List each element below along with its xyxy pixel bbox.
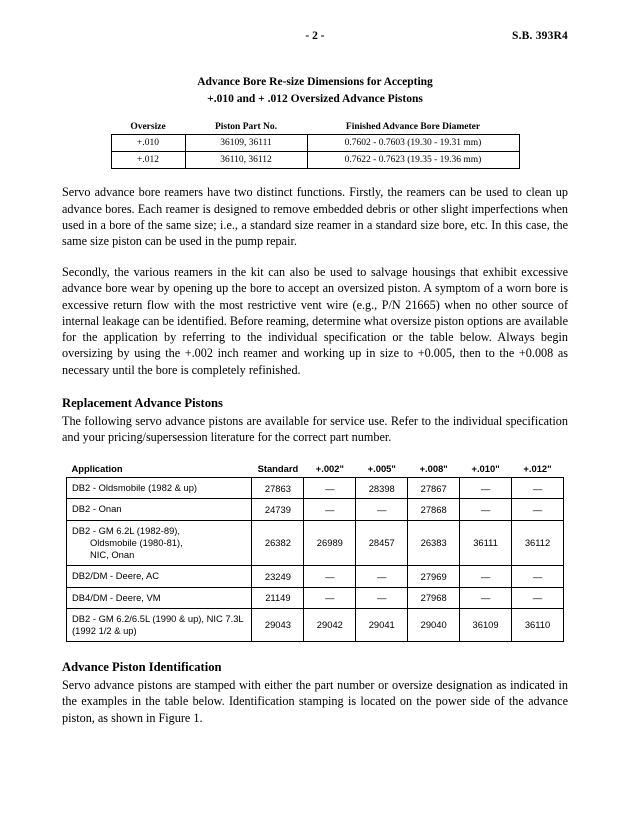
page-title-line-1: Advance Bore Re-size Dimensions for Accepting: [197, 76, 433, 88]
cell-standard: 24739: [252, 499, 304, 520]
cell-plus-002: —: [304, 587, 356, 608]
table-row: [111, 135, 519, 152]
table-row: [67, 587, 564, 608]
page-number: - 2 -: [305, 30, 325, 42]
cell-plus-005: 29041: [356, 608, 408, 641]
table-row: [67, 499, 564, 520]
cell-plus-008: 27969: [408, 566, 460, 587]
column-header-oversize: Oversize: [130, 122, 166, 133]
paragraph-reamer-functions: Servo advance bore reamers have two distinct functions. Firstly, the reamers can be used to clean up advance bores. Each reamer is designed to remove embedded debris or other slight imperfections when used in a bore of the same size; i.e., a standard size reamer in a standard size bore, etc. In this case, the same size piston can be used in the pump repair.: [62, 185, 568, 248]
cell-plus-008: 27867: [408, 478, 460, 499]
column-header-plus-010: +.010": [471, 463, 500, 475]
table-header-row: [67, 463, 564, 478]
cell-oversize: +.010: [111, 135, 185, 152]
cell-plus-010: 36111: [460, 520, 512, 566]
cell-plus-008: 27968: [408, 587, 460, 608]
cell-standard: 26382: [252, 520, 304, 566]
table-row: [67, 520, 564, 566]
table-row: [67, 608, 564, 641]
cell-plus-008: 27868: [408, 499, 460, 520]
cell-plus-008: 29040: [408, 608, 460, 641]
page-title: [62, 74, 568, 107]
cell-plus-005: 28398: [356, 478, 408, 499]
paragraph-oversizing-procedure: Secondly, the various reamers in the kit can also be used to salvage housings that exhibit excessive advance bore wear by opening up the bore to accept an oversized piston. A symptom of a worn bore is excessive return flow with the most restrictive vent wire (e.g., P/N 21665) when no other source of internal leakage can be identified. Before reaming, determine what oversize piston options are available for the application by referring to the individual specification or the table below. Always begin oversizing by using the +.002 inch reamer and working up in size to +0.005, then to the +0.008 as necessary until the bore is completely refinished.: [62, 265, 568, 377]
column-header-piston-part-no: Piston Part No.: [214, 122, 277, 133]
application-line: DB2 - GM 6.2/6.5L (1990 & up),: [72, 612, 205, 624]
cell-plus-010: —: [460, 499, 512, 520]
table-row: [67, 478, 564, 499]
column-header-plus-008: +.008": [419, 463, 448, 475]
paragraph-replacement-advance-pistons: The following servo advance pistons are available for service use. Refer to the individual specification and your pricing/supersession literature for the correct part number.: [62, 413, 568, 444]
cell-standard: 21149: [252, 587, 304, 608]
heading-advance-piston-identification: Advance Piston Identification: [62, 660, 222, 675]
table-row: [67, 566, 564, 587]
paragraph-advance-piston-identification: Servo advance pistons are stamped with either the part number or oversize designation as indicated in the examples in the table below. Identification stamping is located on the power side of the advance piston, as shown in Figure 1.: [62, 678, 568, 725]
cell-part-no: 36109, 36111: [185, 135, 307, 152]
cell-standard: 27863: [252, 478, 304, 499]
document-id: S.B. 393R4: [512, 30, 568, 42]
cell-application: [67, 520, 252, 566]
cell-plus-005: —: [356, 499, 408, 520]
table-row: [111, 152, 519, 169]
cell-plus-002: —: [304, 478, 356, 499]
cell-bore-diameter: 0.7622 - 0.7623 (19.35 - 19.36 mm): [307, 152, 519, 169]
cell-plus-010: —: [460, 566, 512, 587]
application-line: NIC 7.3L (1992 1/2 & up): [72, 612, 244, 636]
cell-plus-010: —: [460, 587, 512, 608]
table-header-row: [111, 119, 519, 135]
cell-plus-008: 26383: [408, 520, 460, 566]
cell-plus-002: 29042: [304, 608, 356, 641]
application-line: Oldsmobile (1980-81),: [90, 536, 183, 548]
column-header-finished-bore-diameter: Finished Advance Bore Diameter: [345, 122, 481, 133]
cell-plus-012: —: [512, 478, 564, 499]
cell-plus-002: 26989: [304, 520, 356, 566]
column-header-plus-005: +.005": [367, 463, 396, 475]
oversize-table-container: [62, 119, 568, 169]
application-line: DB2 - Oldsmobile (1982 & up): [72, 482, 198, 494]
cell-application: [67, 608, 252, 641]
cell-standard: 23249: [252, 566, 304, 587]
cell-application: [67, 499, 252, 520]
cell-application: [67, 566, 252, 587]
cell-plus-012: —: [512, 566, 564, 587]
page-title-line-2: +.010 and + .012 Oversized Advance Pistons: [207, 92, 423, 105]
cell-application: [67, 587, 252, 608]
cell-plus-012: —: [512, 587, 564, 608]
application-line: DB2 - Onan: [72, 503, 122, 515]
column-header-application: Application: [71, 463, 123, 475]
cell-plus-012: —: [512, 499, 564, 520]
application-line: DB2 - GM 6.2L (1982-89),: [72, 524, 181, 536]
cell-bore-diameter: 0.7602 - 0.7603 (19.30 - 19.31 mm): [307, 135, 519, 152]
column-header-standard: Standard: [257, 463, 299, 475]
cell-plus-002: —: [304, 499, 356, 520]
cell-application: [67, 478, 252, 499]
cell-part-no: 36110, 36112: [185, 152, 307, 169]
column-header-plus-012: +.012": [523, 463, 552, 475]
cell-plus-010: 36109: [460, 608, 512, 641]
replacement-pistons-table: [66, 463, 564, 642]
cell-plus-002: —: [304, 566, 356, 587]
application-line: DB2/DM - Deere, AC: [72, 570, 160, 582]
cell-plus-012: 36110: [512, 608, 564, 641]
cell-plus-005: 28457: [356, 520, 408, 566]
cell-plus-005: —: [356, 566, 408, 587]
heading-replacement-advance-pistons: Replacement Advance Pistons: [62, 395, 223, 410]
page-header: [62, 30, 568, 52]
cell-standard: 29043: [252, 608, 304, 641]
cell-plus-012: 36112: [512, 520, 564, 566]
application-line: DB4/DM - Deere, VM: [72, 591, 161, 603]
application-line: NIC, Onan: [90, 549, 135, 561]
cell-plus-005: —: [356, 587, 408, 608]
pistons-table-container: [62, 463, 568, 642]
cell-oversize: +.012: [111, 152, 185, 169]
cell-plus-010: —: [460, 478, 512, 499]
column-header-plus-002: +.002": [315, 463, 344, 475]
oversize-dimensions-table: [111, 119, 520, 169]
